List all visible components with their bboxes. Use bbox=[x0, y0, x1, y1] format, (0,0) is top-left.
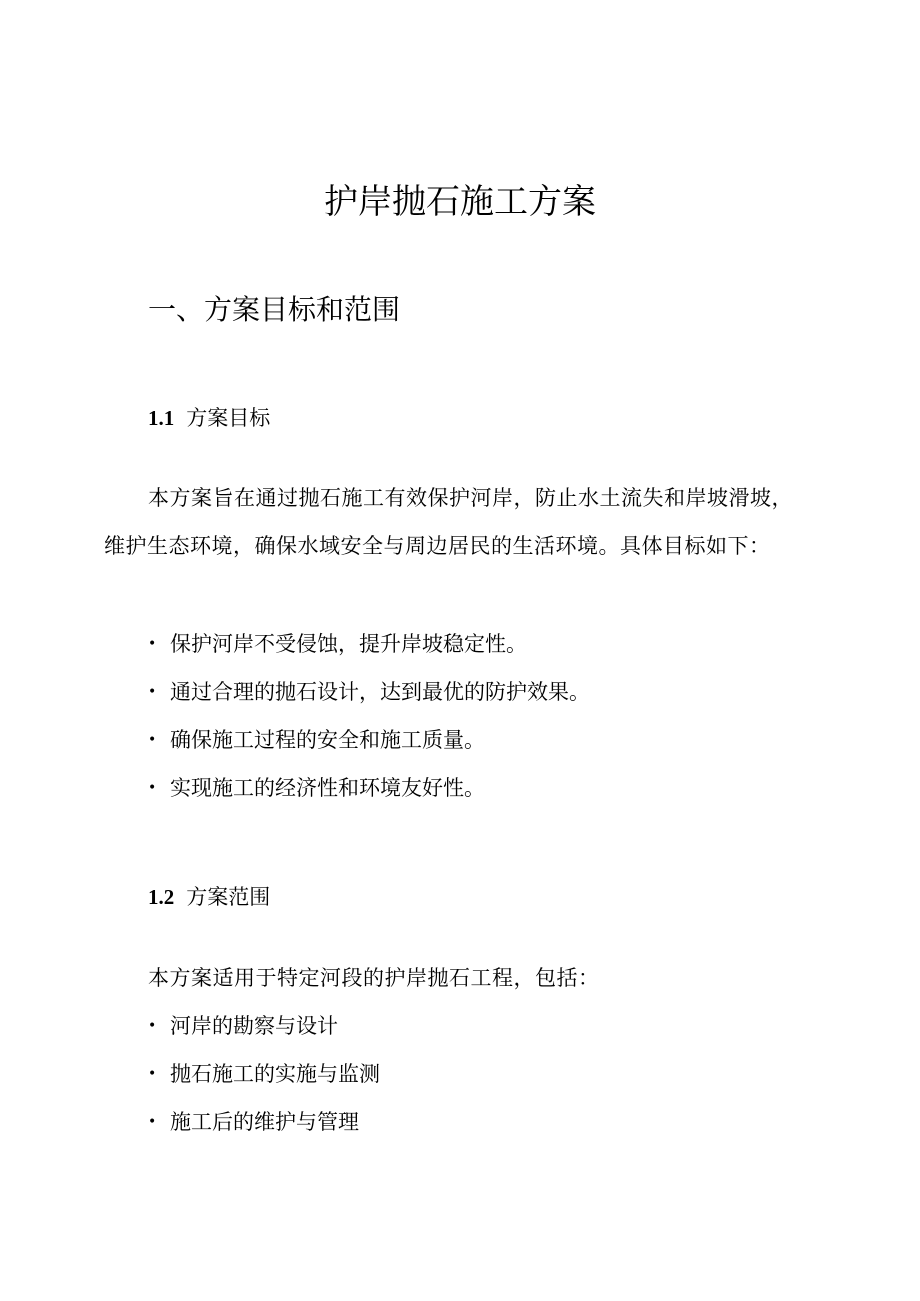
subsection-number: 1.1 bbox=[148, 406, 175, 430]
subsection-heading-1-1 bbox=[148, 402, 270, 434]
scope-list bbox=[148, 1002, 380, 1146]
subsection-title: 方案目标 bbox=[186, 406, 271, 430]
paragraph-scope: 本方案适用于特定河段的护岸抛石工程，包括： bbox=[148, 966, 600, 990]
subsection-number: 1.2 bbox=[148, 885, 175, 909]
list-item-text: 施工后的维护与管理 bbox=[170, 1110, 359, 1134]
bullet-icon: • bbox=[148, 780, 157, 796]
list-item-text: 保护河岸不受侵蚀，提升岸坡稳定性。 bbox=[170, 632, 527, 656]
subsection-heading-1-2 bbox=[148, 881, 270, 913]
bullet-icon: • bbox=[148, 1114, 157, 1130]
list-item bbox=[148, 668, 590, 716]
paragraph-goals: 本方案旨在通过抛石施工有效保护河岸，防止水土流失和岸坡滑坡，维护生态环境，确保水域安全与周边居民的生活环境。具体目标如下： bbox=[104, 486, 793, 558]
list-item bbox=[148, 620, 590, 668]
document-title: 护岸抛石施工方案 bbox=[324, 182, 596, 222]
bullet-icon: • bbox=[148, 1018, 157, 1034]
list-item bbox=[148, 1002, 380, 1050]
bullet-icon: • bbox=[148, 684, 157, 700]
list-item-text: 实现施工的经济性和环境友好性。 bbox=[170, 776, 485, 800]
list-item-text: 抛石施工的实施与监测 bbox=[170, 1062, 380, 1086]
section-heading-1: 一、方案目标和范围 bbox=[148, 293, 401, 326]
bullet-icon: • bbox=[148, 636, 157, 652]
goals-list bbox=[148, 620, 590, 812]
list-item bbox=[148, 764, 590, 812]
list-item-text: 确保施工过程的安全和施工质量。 bbox=[170, 728, 485, 752]
list-item-text: 河岸的勘察与设计 bbox=[170, 1014, 338, 1038]
subsection-title: 方案范围 bbox=[186, 885, 271, 909]
bullet-icon: • bbox=[148, 1066, 157, 1082]
list-item bbox=[148, 1098, 380, 1146]
list-item bbox=[148, 716, 590, 764]
list-item bbox=[148, 1050, 380, 1098]
list-item-text: 通过合理的抛石设计，达到最优的防护效果。 bbox=[170, 680, 590, 704]
bullet-icon: • bbox=[148, 732, 157, 748]
